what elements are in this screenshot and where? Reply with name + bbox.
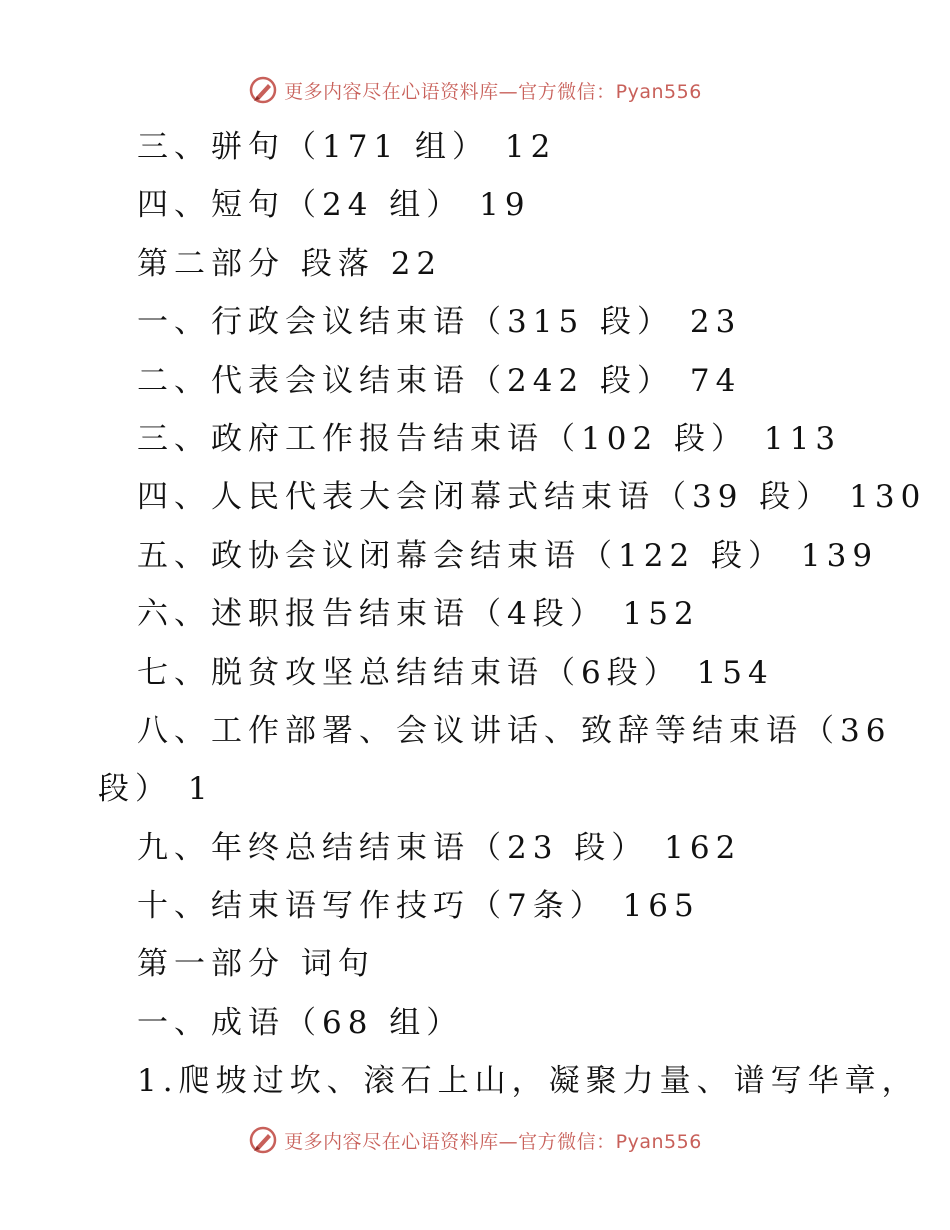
watermark-header: [0, 70, 950, 110]
toc-line-continuation: 段） 1: [98, 771, 214, 808]
document-body: [0, 118, 950, 1111]
body-text-line: 1.爬坡过坎、滚石上山，凝聚力量、谱写华章，: [137, 1063, 919, 1100]
toc-line: 二、代表会议结束语（242 段） 74: [137, 362, 742, 399]
toc-line: 八、工作部署、会议讲话、致辞等结束语（36: [137, 712, 892, 749]
section-heading: 第二部分 段落 22: [137, 245, 443, 282]
toc-line: 五、政协会议闭幕会结束语（122 段） 139: [137, 537, 879, 574]
toc-line: 九、年终总结结束语（23 段） 162: [137, 829, 742, 866]
toc-line: 七、脱贫攻坚总结结束语（6段） 154: [137, 654, 774, 691]
toc-line: 四、人民代表大会闭幕式结束语（39 段） 130: [137, 479, 927, 516]
toc-line: 三、骈句（171 组） 12: [137, 129, 557, 165]
watermark-footer: [0, 1120, 950, 1160]
pen-logo-icon: [248, 1125, 278, 1155]
toc-line: 三、政府工作报告结束语（102 段） 113: [137, 420, 842, 457]
pen-logo-icon: [248, 75, 278, 105]
section-heading: 第一部分 词句: [137, 946, 375, 983]
toc-line: 十、结束语写作技巧（7条） 165: [137, 888, 700, 925]
subsection-heading: 一、成语（68 组）: [137, 1004, 464, 1041]
toc-line: 六、述职报告结束语（4段） 152: [137, 596, 700, 633]
toc-line: 四、短句（24 组） 19: [137, 187, 531, 224]
watermark-text: 更多内容尽在心语资料库—官方微信：Pyan556: [284, 1130, 702, 1153]
toc-line: 一、行政会议结束语（315 段） 23: [137, 304, 742, 341]
watermark-text: 更多内容尽在心语资料库—官方微信：Pyan556: [284, 80, 702, 103]
